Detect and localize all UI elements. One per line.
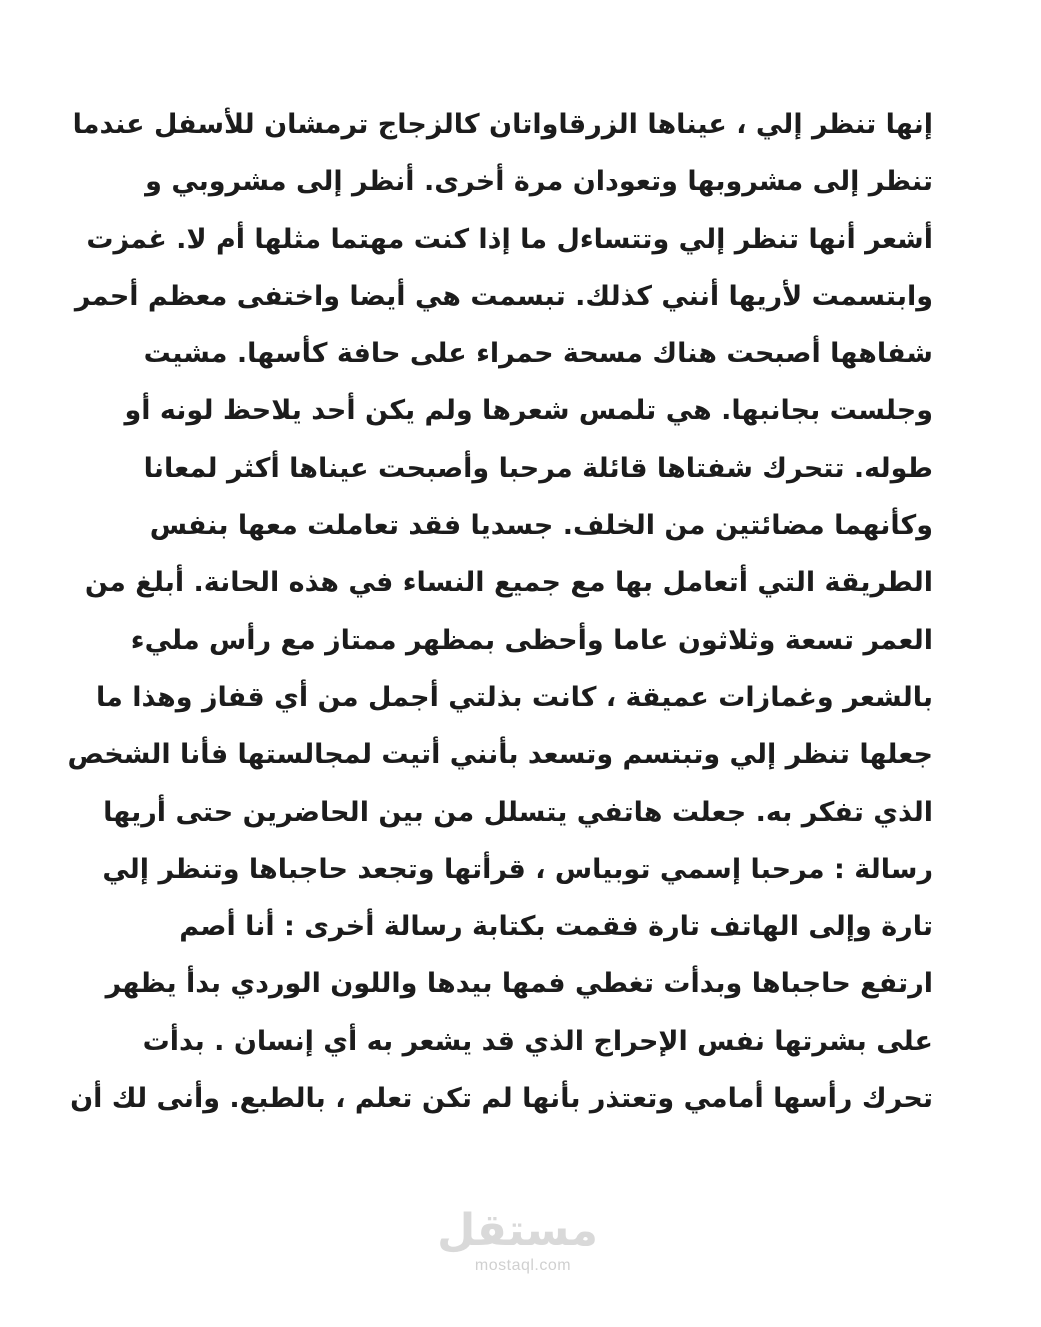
- text-line: وكأنهما مضائتين من الخلف. جسديا فقد تعاملت معها بنفس: [149, 510, 933, 542]
- text-line: الطريقة التي أتعامل بها مع جميع النساء في هذه الحانة. أبلغ من: [84, 567, 933, 599]
- text-line: بالشعر وغمازات عميقة ، كانت بذلتي أجمل من أي قفاز وهذا ما: [95, 681, 933, 713]
- text-line: إنها تنظر إلي ، عيناها الزرقاواتان كالزجاج ترمشان للأسفل عندما: [72, 109, 933, 140]
- text-line: جعلها تنظر إلي وتبتسم وتسعد بأنني أتيت لمجالستها فأنا الشخص: [67, 739, 933, 771]
- text-line: شفاهها أصبحت هناك مسحة حمراء على حافة كأسها. مشيت: [143, 338, 933, 370]
- text-line: وابتسمت لأريها أنني كذلك. تبسمت هي أيضا واختفى معظم أحمر: [74, 280, 933, 312]
- text-line: وجلست بجانبها. هي تلمس شعرها ولم يكن أحد يلاحظ لونه أو: [124, 395, 933, 427]
- text-line: ارتفع حاجباها وبدأت تغطي فمها بيدها واللون الوردي بدأ يظهر: [105, 968, 933, 1000]
- body-text: [67, 96, 933, 1127]
- text-line: رسالة : مرحبا إسمي توبياس ، قرأتها وتجعد حاجباها وتنظر إلي: [102, 853, 933, 885]
- mostaql-watermark: [437, 1205, 598, 1275]
- watermark-url: mostaql.com: [474, 1257, 572, 1274]
- text-line: على بشرتها نفس الإحراج الذي قد يشعر به أي إنسان . بدأت: [142, 1025, 933, 1057]
- text-line: تنظر إلى مشروبها وتعودان مرة أخرى. أنظر إلى مشروبي و: [145, 166, 933, 198]
- text-line: العمر تسعة وثلاثون عاما وأحظى بمظهر ممتاز مع رأس مليء: [130, 624, 933, 656]
- text-line: الذي تفكر به. جعلت هاتفي يتسلل من بين الحاضرين حتى أريها: [103, 796, 933, 828]
- text-line: تارة وإلى الهاتف تارة فقمت بكتابة رسالة أخرى : أنا أصم: [179, 911, 933, 943]
- text-line: تحرك رأسها أمامي وتعتذر بأنها لم تكن تعلم ، بالطبع. وأنى لك أن: [70, 1083, 933, 1115]
- watermark-logo-text: مستقل: [437, 1205, 598, 1256]
- text-line: طوله. تتحرك شفتاها قائلة مرحبا وأصبحت عيناها أكثر لمعانا: [143, 452, 933, 484]
- text-line: أشعر أنها تنظر إلي وتتساءل ما إذا كنت مهتما مثلها أم لا. غمزت: [86, 223, 933, 255]
